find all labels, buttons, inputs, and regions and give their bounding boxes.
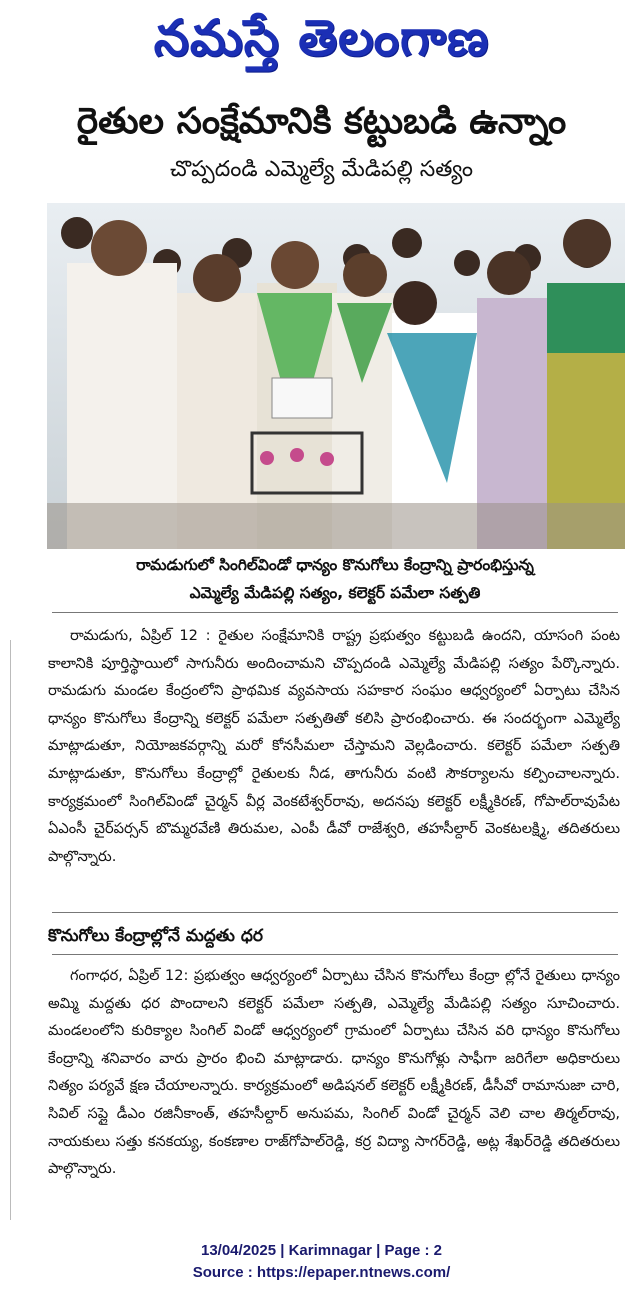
divider [52,912,618,913]
masthead-title: నమస్తే తెలంగాణ [153,8,490,67]
article-paragraph-2 [48,962,620,1183]
photo-illustration [47,203,625,549]
footer-source-link[interactable]: Source : https://epaper.ntnews.com/ [192,1264,451,1281]
caption-line-1: రామడుగులో సింగిల్‌విండో ధాన్యం కొనుగోలు కేంద్రాన్ని ప్రారంభిస్తున్న [136,556,534,574]
article-photo [47,203,625,549]
newspaper-masthead [0,4,643,84]
article-headline: రైతుల సంక్షేమానికి కట్టుబడి ఉన్నాం [76,101,567,142]
footer-dateline: 13/04/2025 | Karimnagar | Page : 2 [200,1242,443,1259]
article-subheadline: చొప్పదండి ఎమ్మెల్యే మేడిపల్లి సత్యం [170,157,473,182]
divider [52,612,618,613]
caption-line-2: ఎమ్మెల్యే మేడిపల్లి సత్యం, కలెక్టర్ పమేలా సత్పతి [189,584,481,602]
article-subheading: కొనుగోలు కేంద్రాల్లోనే మద్దతు ధర [48,926,263,946]
divider [52,954,618,955]
article-paragraph-1 [48,622,620,870]
photo-caption [40,551,630,607]
column-edge-line [10,640,11,1220]
paragraph-2-text: గంగాధర, ఏప్రిల్ 12: ప్రభుత్వం ఆధ్వర్యంలో ఏర్పాటు చేసిన కొనుగోలు కేంద్రా ల్లోనే రైతులు ధాన్యం అమ్మి మద్దతు ధర పొందాలని కలెక్టర్ పమేలా సత్పతి, ఎమ్మెల్యే మేడిపల్లి సత్యం సూచించారు. మండలంలోని కురిక్యాల సింగిల్ విండో ఆధ్వర్యంలో గ్రామంలో ఏర్పాటు చేసిన వరి ధాన్యం కొనుగోలు కేంద్రాన్ని శనివారం వారు ప్రారం భించి మాట్లాడారు. ధాన్యం కొనుగోళ్లు సాఫీగా జరిగేలా అధికారులు నిత్యం పర్యవే క్షణ చేయాలన్నారు. కార్యక్రమంలో అడిషనల్ కలెక్టర్ లక్ష్మీకిరణ్, డీసీవో రామానుజా చారి, సివిల్ సప్లై డీఎం రజినీకాంత్, తహసీల్దార్ అనుపమ, సింగిల్ విండో చైర్మన్ వెలి చాల తిర్మల్‌రావు, నాయకులు సత్తు కనకయ్య, కంకణాల రాజ్‌గోపాల్‌రెడ్డి, కర్ర విద్యా సాగర్‌రెడ్డి, అట్ల శేఖర్‌రెడ్డి తదితరులు పాల్గొన్నారు. [48,967,620,1178]
paragraph-1-text: రామడుగు, ఏప్రిల్ 12 : రైతుల సంక్షేమానికి రాష్ట్ర ప్రభుత్వం కట్టుబడి ఉందని, యాసంగి పంట కాలానికి పూర్తిస్థాయిలో సాగునీరు అందించామని చొప్పదండి ఎమ్మెల్యే మేడిపల్లి సత్యం పేర్కొన్నారు. రామడుగు మండల కేంద్రంలోని ప్రాథమిక వ్యవసాయ సహకార సంఘం ఆధ్వర్యంలో ఏర్పాటు చేసిన ధాన్యం కొనుగోలు కేంద్రాన్ని కలెక్టర్ పమేలా సత్పతితో కలిసి ప్రారంభించారు. ఈ సందర్భంగా ఎమ్మెల్యే మాట్లాడుతూ, నియోజకవర్గాన్ని మరో కోనసీమలా చేస్తామని వెల్లడించారు. కలెక్టర్ పమేలా సత్పతి మాట్లాడుతూ, కొనుగోలు కేంద్రాల్లో రైతులకు నీడ, తాగునీరు వంటి సౌకర్యాలను కల్పించాలన్నారు. కార్యక్రమంలో సింగిల్‌విండో చైర్మన్ వీర్ల వెంకటేశ్వర్‌రావు, అదనపు కలెక్టర్ లక్ష్మీకిరణ్, గోపాల్‌రావుపేట ఏఎంసీ చైర్‌పర్సన్ బొమ్మరవేణి తిరుమల, ఎంపీ డీవో రాజేశ్వరి, తహసీల్దార్ వెంకటలక్ష్మి, తదితరులు పాల్గొన్నారు. [48,627,620,865]
